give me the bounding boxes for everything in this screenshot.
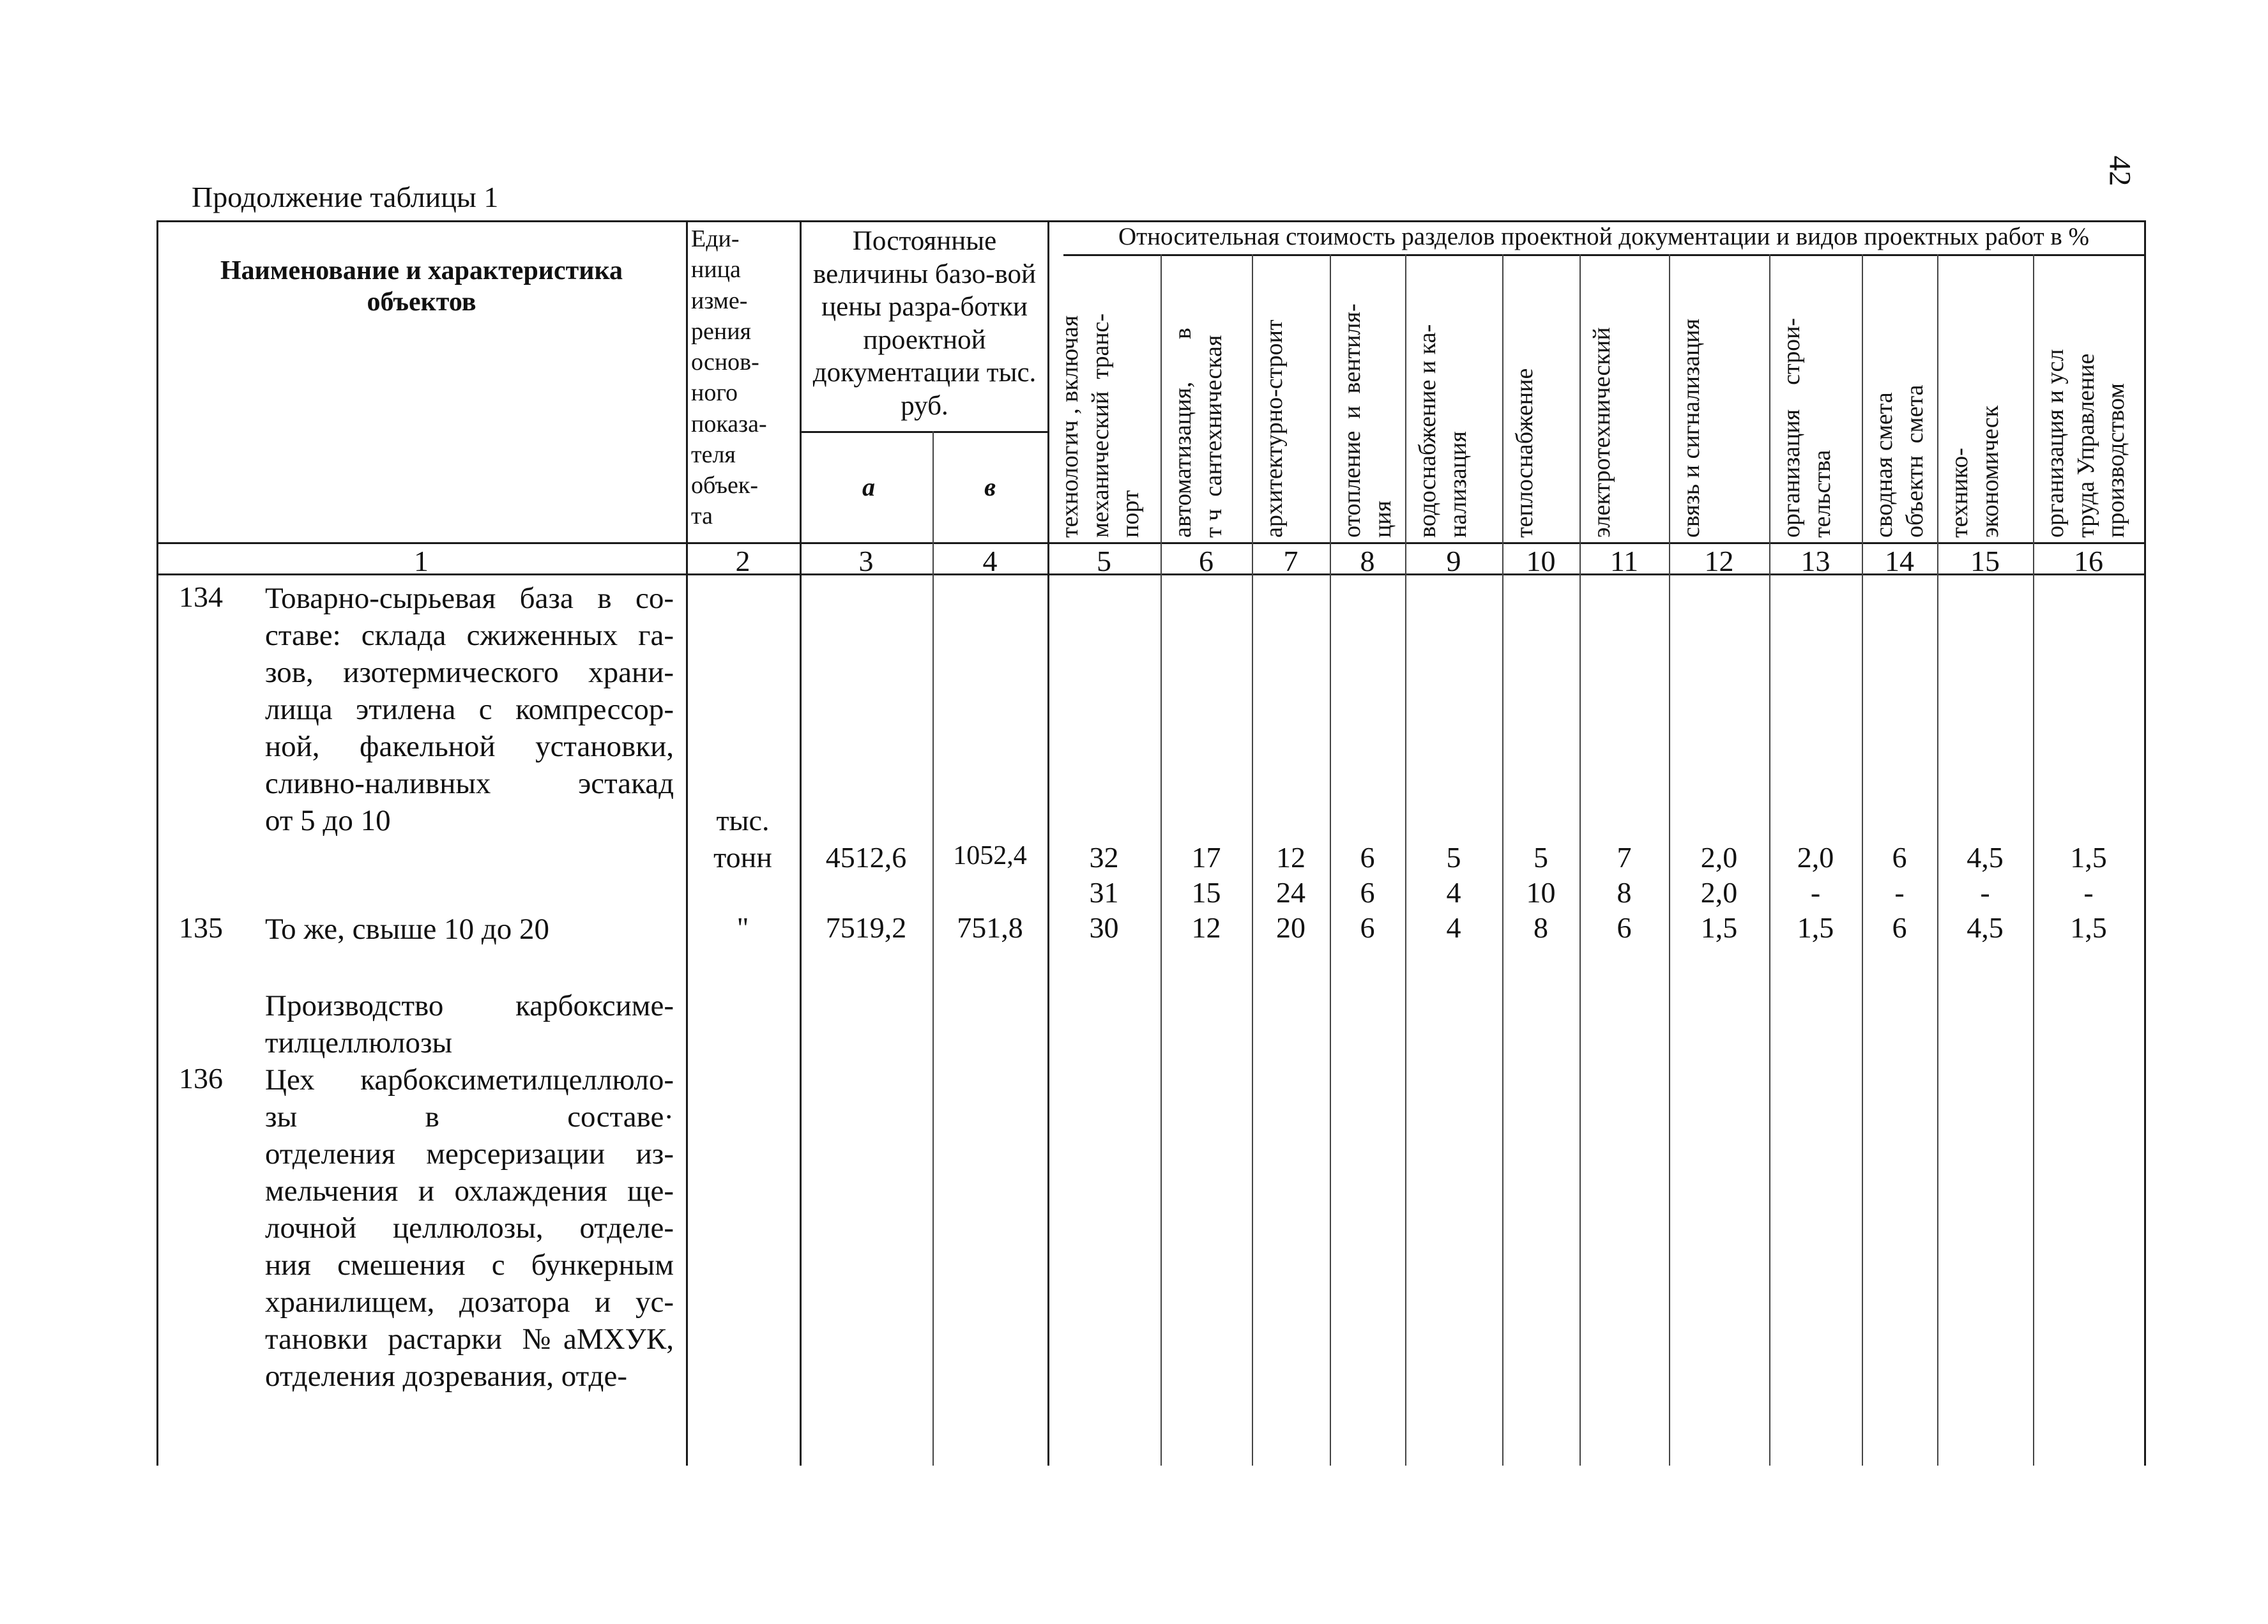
row-134-line-2-col-6: 15 (1191, 876, 1221, 909)
table-caption: Продолжение таблицы 1 (192, 181, 499, 213)
row-134-line-1-col-14: 6 (1892, 841, 1907, 874)
row-135-col-14: 6 (1892, 911, 1907, 944)
column-number-5: 5 (1097, 545, 1111, 577)
section-header-9: водоснабжение и ка- нализация (1414, 324, 1472, 538)
group-heading (265, 987, 674, 1061)
row-134-line-1-col-5: 32 (1089, 841, 1119, 874)
description-line: ставе: склада сжиженных га- (265, 619, 674, 652)
row-134-line-2-col-11: 8 (1617, 876, 1632, 909)
row-134-line-1-col-16: 1,5 (2070, 841, 2107, 874)
row-135-col-15: 4,5 (1967, 911, 2004, 944)
column-number-12: 12 (1704, 545, 1734, 577)
row-134-line-2-col-5: 31 (1089, 876, 1119, 909)
row-134-base-v: 1052,4 (953, 841, 1027, 870)
row-134-line-2-col-14: - (1894, 876, 1905, 909)
column-number-7: 7 (1283, 545, 1298, 577)
column-number-13: 13 (1800, 545, 1830, 577)
row-134-line-2-col-15: - (1980, 876, 1990, 909)
header-unit: Еди- ница изме- рения основ- ного показа- теля объек- та (691, 225, 767, 530)
column-number-8: 8 (1360, 545, 1375, 577)
section-header-6: автоматизация, в т ч сантехническая (1169, 328, 1227, 538)
section-header-8: отопление и вентиля- ция (1339, 303, 1396, 538)
row-134-line-2-col-16: - (2083, 876, 2094, 909)
header-col-a: а (862, 473, 875, 501)
section-header-15: технико- экономическ (1946, 405, 2004, 538)
description-line: лища этилена с компрессор- (265, 693, 674, 726)
row-135-number: 135 (179, 911, 223, 944)
header-col-v: в (984, 473, 996, 501)
column-number-11: 11 (1610, 545, 1639, 577)
section-header-10: теплоснабжение (1511, 368, 1538, 538)
header-name: Наименование и характеристика объектов (220, 256, 623, 317)
section-header-11: электротехнический (1588, 327, 1615, 538)
column-number-2: 2 (735, 545, 750, 577)
page-number: 42 (2103, 155, 2137, 186)
column-number-10: 10 (1526, 545, 1556, 577)
description-line: зов, изотермического храни- (265, 656, 674, 689)
description-line: отделения дозревания, отде- (265, 1360, 627, 1393)
row-136-description (265, 1061, 674, 1395)
header-base-price: Постоянные величины базо-вой цены разра-ботки проектной документации тыс. руб. (812, 226, 1037, 421)
description-line: Товарно-сырьевая база в со- (265, 582, 674, 615)
row-135-col-5: 30 (1089, 911, 1119, 944)
row-134-line-2-col-13: - (1810, 876, 1821, 909)
description-line: зы в составе· (265, 1100, 674, 1134)
row-134-line-1-col-8: 6 (1360, 841, 1375, 874)
description-line: от 5 до 10 (265, 804, 391, 837)
row-134-line-1-col-12: 2,0 (1700, 841, 1738, 874)
section-header-12: связь и сигнализация (1678, 318, 1705, 538)
row-135-col-11: 6 (1617, 911, 1632, 944)
row-134-line-1-col-7: 12 (1276, 841, 1305, 874)
row-134-line-2-col-10: 10 (1526, 876, 1556, 909)
column-number-6: 6 (1199, 545, 1214, 577)
row-134-line-1-col-6: 17 (1191, 841, 1221, 874)
column-number-3: 3 (858, 545, 874, 577)
column-number-15: 15 (1970, 545, 2000, 577)
row-134-line-2-col-8: 6 (1360, 876, 1375, 909)
row-135-base-v: 751,8 (957, 911, 1023, 944)
row-134-line-1-col-15: 4,5 (1967, 841, 2004, 874)
description-line: тановки растарки №аМХУК, (265, 1323, 674, 1356)
column-number-9: 9 (1446, 545, 1461, 577)
row-135-col-16: 1,5 (2070, 911, 2107, 944)
row-134-line-1-col-13: 2,0 (1797, 841, 1834, 874)
row-134-unit-2: тонн (713, 841, 772, 874)
row-135-col-6: 12 (1191, 911, 1221, 944)
section-header-7: архитектурно-строит (1261, 319, 1288, 538)
section-header-16: организация и усл труда Управление производством (2042, 349, 2129, 538)
section-header-13: организация строи- тельства (1778, 317, 1836, 538)
row-135-description: То же, свыше 10 до 20 (265, 913, 549, 946)
row-134-line-1-col-11: 7 (1617, 841, 1632, 874)
column-number-4: 4 (982, 545, 998, 577)
section-header-14: сводная смета объектн смета (1871, 384, 1928, 538)
section-header-5: технологич , включая механический транс- порт (1056, 313, 1144, 538)
row-135-col-12: 1,5 (1700, 911, 1738, 944)
row-134-number: 134 (179, 581, 223, 613)
description-line: хранилищем, дозатора и ус- (265, 1286, 674, 1319)
row-134-base-a: 4512,6 (825, 841, 907, 874)
description-line: отделения мерсеризации из- (265, 1137, 674, 1171)
description-line: ной, факельной установки, (265, 730, 674, 763)
row-134-line-1-col-10: 5 (1534, 841, 1548, 874)
description-line: тилцеллюлозы (265, 1026, 453, 1059)
row-135-col-8: 6 (1360, 911, 1375, 944)
column-number-16: 16 (2074, 545, 2103, 577)
column-number-1: 1 (414, 545, 429, 577)
description-line: мельчения и охлаждения ще- (265, 1174, 674, 1208)
description-line: Производство карбоксиме- (265, 989, 674, 1022)
row-135-unit: " (736, 911, 749, 944)
row-134-line-2-col-12: 2,0 (1700, 876, 1738, 909)
description-line: Цех карбоксиметилцеллюло- (265, 1063, 674, 1097)
row-134-line-2-col-9: 4 (1446, 876, 1461, 909)
header-relative-cost: Относительная стоимость разделов проектной документации и видов проектных работ в % (1118, 223, 2090, 250)
row-134-line-2-col-7: 24 (1276, 876, 1305, 909)
row-135-base-a: 7519,2 (825, 911, 907, 944)
description-line: сливно-наливных эстакад (265, 767, 674, 800)
description-line: ния смешения с бункерным (265, 1248, 674, 1282)
description-line: лочной целлюлозы, отделе- (265, 1211, 674, 1245)
row-135-col-7: 20 (1276, 911, 1305, 944)
column-number-14: 14 (1885, 545, 1914, 577)
row-135-col-10: 8 (1534, 911, 1548, 944)
row-135-col-9: 4 (1446, 911, 1461, 944)
row-134-line-1-col-9: 5 (1446, 841, 1461, 874)
row-135-col-13: 1,5 (1797, 911, 1834, 944)
row-136-number: 136 (179, 1062, 223, 1095)
row-134-description (265, 580, 674, 839)
row-134-unit-1: тыс. (716, 804, 770, 837)
